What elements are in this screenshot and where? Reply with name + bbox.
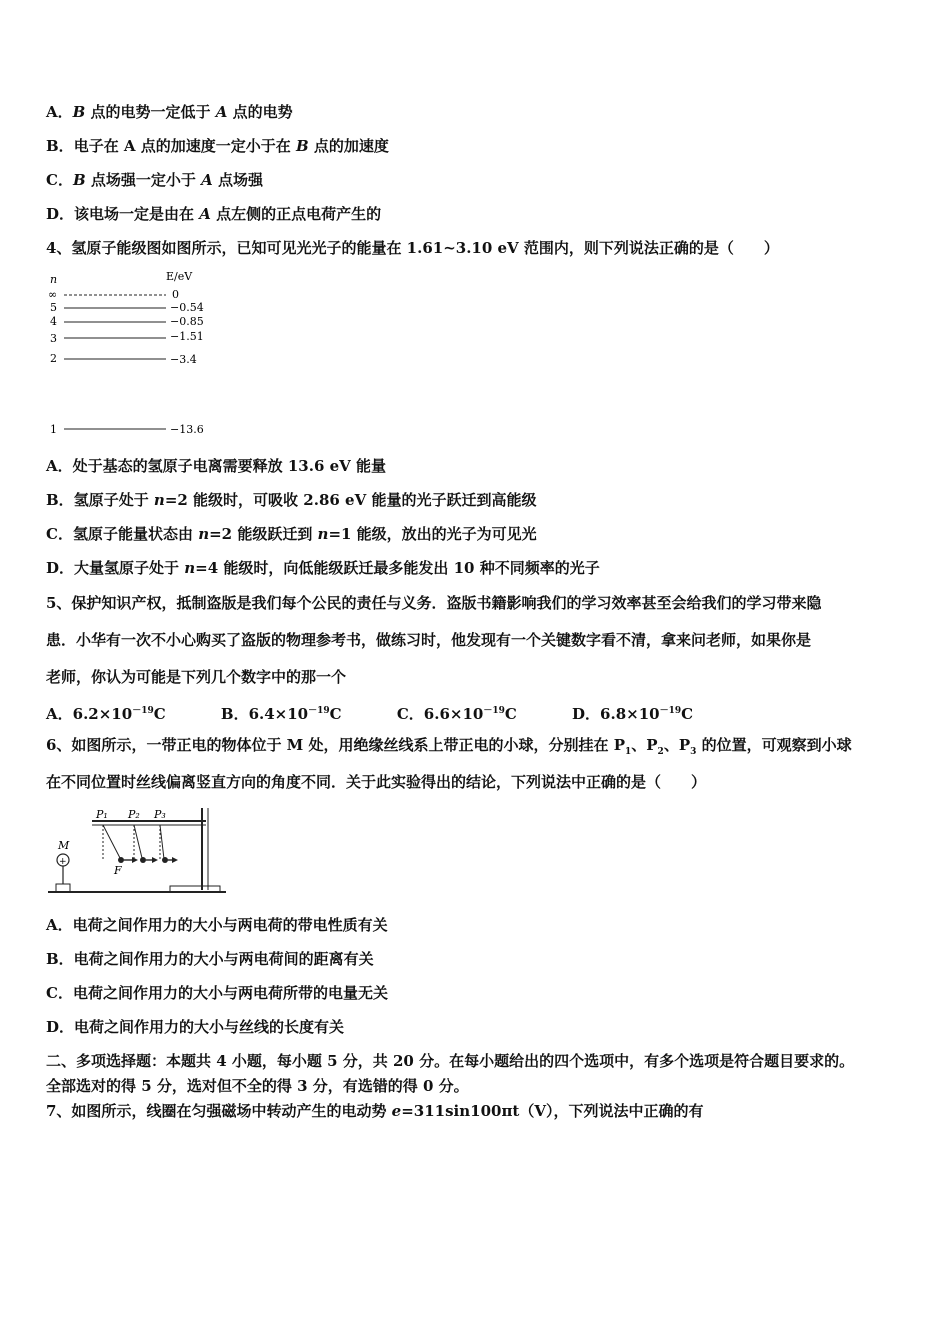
q5-stem-line-2: 患．小华有一次不小心购买了盗版的物理参考书，做练习时，他发现有一个关键数字看不清，拿来问老师，如果你是 (46, 631, 812, 649)
q3-option-c: C．B 点场强一定小于 A 点场强 (46, 171, 263, 189)
level-e-3: −1.51 (170, 330, 204, 343)
q3-option-b: B．电子在 A 点的加速度一定小于在 B 点的加速度 (46, 137, 389, 155)
q5-option-d: D．$6.8\times 10^{-19}C$ (572, 705, 694, 723)
level-e-1: −13.6 (170, 423, 204, 436)
q4-option-b: B．氢原子处于 n=2 能级时，可吸收 2.86 eV 能量的光子跃迁到高能级 (46, 491, 537, 509)
ball-p3 (162, 857, 168, 863)
q5-stem-line-3: 老师，你认为可能是下列几个数字中的那一个 (46, 668, 347, 686)
q6-option-b: B．电荷之间作用力的大小与两电荷间的距离有关 (46, 950, 374, 968)
section2-instructions-line-1: 二、多项选择题：本题共 4 小题，每小题 5 分，共 20 分。在每小题给出的四个选项中，有多个选项是符合题目要求的。 (46, 1052, 855, 1070)
q4-option-d: D．大量氢原子处于 n=4 能级时，向低能级跃迁最多能发出 10 种不同频率的光子 (46, 559, 600, 577)
section2-instructions-line-2: 全部选对的得 5 分，选对但不全的得 3 分，有选错的得 0 分。 (46, 1077, 469, 1095)
q5-option-c: C．$6.6\times 10^{-19}C$ (396, 705, 517, 723)
thread-p3 (160, 825, 164, 859)
level-n-3: 3 (50, 332, 57, 345)
level-n-2: 2 (50, 352, 57, 365)
q6-stem-line-1: 6、如图所示，一带正电的物体位于 M 处，用绝缘丝线系上带正电的小球，分别挂在 $P_1$、$P_2$、$P_3$ 的位置，可观察到小球 (46, 736, 852, 757)
coulomb-experiment-figure (46, 804, 230, 898)
q3-option-d: D．该电场一定是由在 A 点左侧的正点电荷产生的 (46, 205, 382, 223)
q4-option-a: A．处于基态的氢原子电离需要释放 13.6 eV 能量 (46, 457, 387, 475)
q5-option-a: A．$6.2\times 10^{-19}C$ (46, 705, 166, 723)
level-e-4: −0.85 (170, 315, 204, 328)
level-n-1: 1 (50, 423, 57, 436)
q6-option-c: C．电荷之间作用力的大小与两电荷所带的电量无关 (46, 984, 388, 1002)
thread-p2 (134, 825, 142, 858)
ball-p2 (140, 857, 146, 863)
level-n-5: 5 (50, 301, 57, 314)
q5-option-b: B．$6.4\times 10^{-19}C$ (220, 705, 342, 723)
q6-option-d: D．电荷之间作用力的大小与丝线的长度有关 (46, 1018, 345, 1036)
level-n-4: 4 (50, 315, 57, 328)
energy-axis-label: E/eV (166, 270, 193, 283)
n-axis-label: n (50, 273, 58, 286)
charge-m-label: M (58, 839, 70, 852)
q6-option-a: A．电荷之间作用力的大小与两电荷的带电性质有关 (46, 916, 388, 934)
level-e-5: −0.54 (170, 301, 204, 314)
q7-stem: 7、如图所示，线圈在匀强磁场中转动产生的电动势 e=311sin100πt（V），下列说法中正确的有 (46, 1102, 704, 1120)
q6-stem-line-2: 在不同位置时丝线偏离竖直方向的角度不同．关于此实验得出的结论，下列说法中正确的是（ ） (46, 773, 707, 791)
level-n-inf: ∞ (48, 288, 58, 301)
p3-label: P₃ (154, 808, 166, 821)
thread-p1 (103, 825, 120, 858)
q5-stem-line-1: 5、保护知识产权，抵制盗版是我们每个公民的责任与义务．盗版书籍影响我们的学习效率甚至会给我们的学习带来隐 (46, 594, 822, 612)
p1-label: P₁ (96, 808, 108, 821)
svg-text:+: + (59, 857, 67, 867)
level-e-2: −3.4 (170, 353, 197, 366)
level-e-inf: 0 (172, 288, 179, 301)
q3-option-a: A．B 点的电势一定低于 A 点的电势 (46, 103, 293, 121)
energy-level-diagram (44, 266, 234, 438)
p2-label: P₂ (128, 808, 140, 821)
q4-stem: 4、氢原子能级图如图所示，已知可见光光子的能量在 1.61~3.10 eV 范围内，则下列说法正确的是（ ） (46, 239, 779, 257)
ball-p1 (118, 857, 124, 863)
q4-option-c: C．氢原子能量状态由 n=2 能级跃迁到 n=1 能级，放出的光子为可见光 (46, 525, 537, 543)
force-label: F (114, 864, 122, 877)
q5-options (46, 701, 743, 724)
